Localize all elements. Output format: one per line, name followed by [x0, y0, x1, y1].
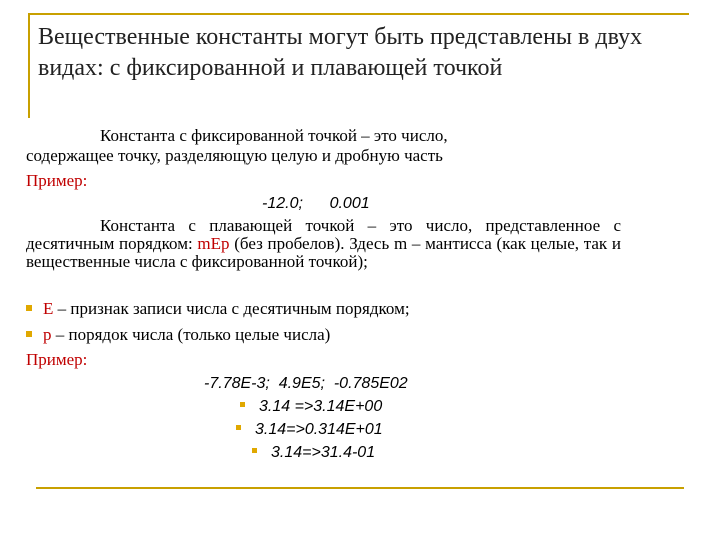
square-bullet-icon [240, 402, 245, 407]
bullet-item-p [26, 326, 330, 344]
floating-format: mEp [197, 234, 230, 253]
fixed-definition-line2: содержащее точку, разделяющую целую и дробную часть [26, 146, 443, 165]
bullet-text-e: – признак записи числа с десятичным порядком; [53, 299, 410, 318]
slide-title: Вещественные константы могут быть представлены в двух видах: с фиксированной и плавающей точкой [38, 24, 643, 81]
bullet-term-e: E [43, 299, 54, 318]
float-example-values: -7.78E-3; 4.9E5; -0.785E02 [204, 375, 408, 392]
conversion-item [252, 444, 375, 462]
floating-definition-part2: (без пробелов). Здесь m – мантисса (как целые, так и вещественные числа с фиксированной точкой); [26, 234, 621, 271]
floating-definition [26, 217, 621, 271]
square-bullet-icon [236, 425, 241, 430]
bullet-text-p: – порядок числа (только целые числа) [51, 325, 331, 344]
bullet-term-p: p [43, 325, 52, 344]
example-label-2: Пример: [26, 350, 88, 369]
square-bullet-icon [26, 331, 32, 337]
square-bullet-icon [252, 448, 257, 453]
conversion-text: 3.14=>31.4-01 [271, 444, 376, 461]
conversion-text: 3.14=>0.314E+01 [255, 421, 383, 438]
fixed-example-values: -12.0; 0.001 [262, 195, 370, 212]
title-frame-left [28, 13, 30, 118]
floating-definition-part1: Константа с плавающей точкой – это число, представленное с десятичным порядком: [26, 216, 621, 253]
example-label-1: Пример: [26, 171, 88, 190]
square-bullet-icon [26, 305, 32, 311]
fixed-definition-line1: Константа с фиксированной точкой – это число, [100, 126, 448, 145]
bullet-item-e [26, 300, 410, 318]
conversion-item [240, 398, 382, 416]
conversion-item [236, 421, 383, 439]
bottom-divider [36, 487, 684, 489]
title-frame-top [28, 13, 689, 15]
conversion-text: 3.14 =>3.14E+00 [259, 398, 383, 415]
